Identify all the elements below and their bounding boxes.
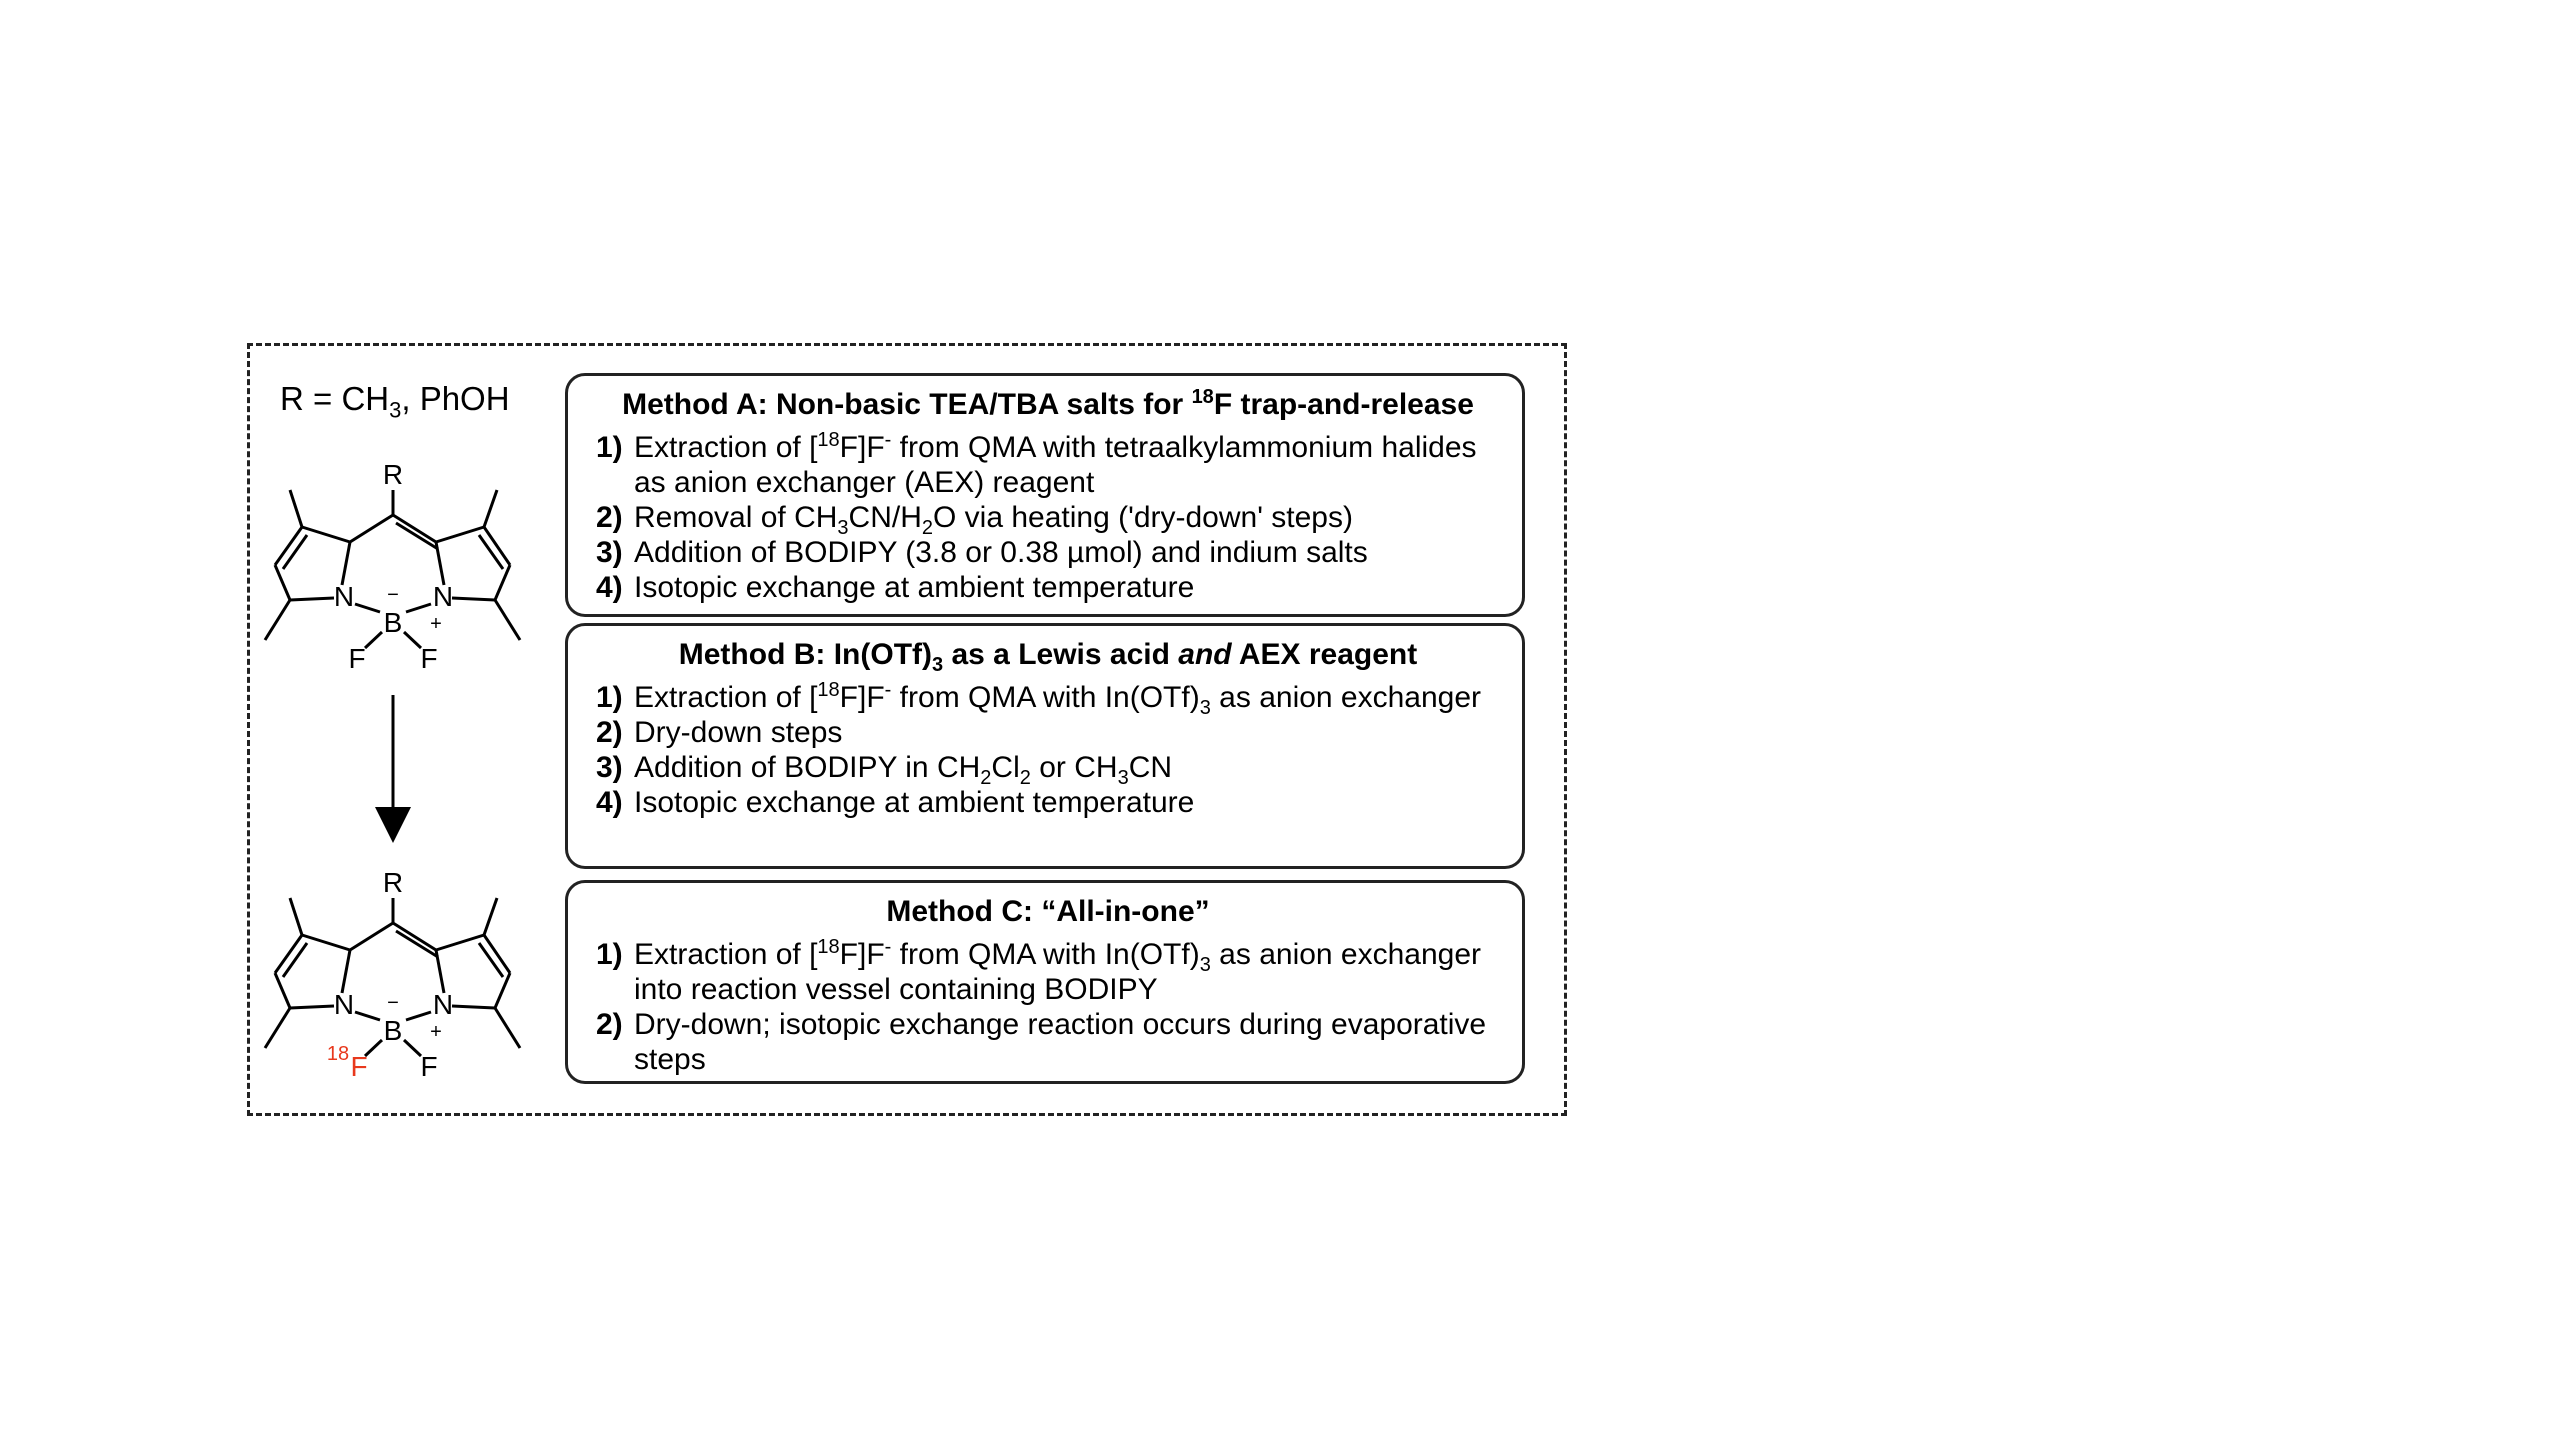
boron-label: B bbox=[383, 607, 403, 638]
method-a-step: 3) Addition of BODIPY (3.8 or 0.38 µmol) and indium salts bbox=[596, 536, 1368, 569]
method-a-step: 2) Removal of $CH_3CN/H_2O$ via heating ('dry-down' steps) bbox=[596, 501, 1353, 539]
fluorine-label: F bbox=[420, 643, 438, 674]
method-c-box bbox=[565, 880, 1525, 1084]
nitrogen-label: N bbox=[333, 989, 355, 1020]
method-b-step: 3) Addition of BODIPY in $CH_2Cl_2$ or $CH_3CN$ bbox=[596, 751, 1173, 789]
method-b-title: Method B: $In(OTf)_3$ as a Lewis acid and AEX reagent bbox=[678, 638, 1418, 676]
r-substituent-label: R bbox=[382, 459, 404, 490]
method-a-title: Method A: Non-basic TEA/TBA salts for $^{18}$F trap-and-release bbox=[622, 386, 1474, 421]
method-c-title: Method C: “All-in-one” bbox=[886, 895, 1210, 928]
nitrogen-label: N bbox=[432, 989, 454, 1020]
fluorine-label: F bbox=[420, 1051, 438, 1082]
r-substituent-label: R bbox=[382, 867, 404, 898]
plus-charge: + bbox=[430, 1021, 442, 1043]
plus-charge: + bbox=[430, 613, 442, 635]
method-c-step: 1) Extraction of [$^{18}$F]F- from QMA with $In(OTf)_3$ as anion exchanger into reaction vessel containing BODIPY bbox=[596, 936, 1482, 1006]
minus-charge: − bbox=[387, 992, 399, 1014]
method-a-step: 1) Extraction of [$^{18}$F]F- from QMA with tetraalkylammonium halides as anion exchanger (AEX) reagent bbox=[596, 429, 1477, 499]
method-c-step: 2) Dry-down; isotopic exchange reaction occurs during evaporative steps bbox=[596, 1008, 1487, 1076]
r-group-definition: $R = CH_3$, PhOH bbox=[280, 380, 510, 423]
boron-label: B bbox=[383, 1015, 403, 1046]
method-b-step: 4) Isotopic exchange at ambient temperature bbox=[596, 786, 1195, 819]
method-a-box bbox=[565, 373, 1525, 617]
radiofluorine-label: F bbox=[350, 1051, 368, 1082]
method-a-step: 4) Isotopic exchange at ambient temperature bbox=[596, 571, 1195, 604]
minus-charge: − bbox=[387, 584, 399, 606]
method-b-step: 2) Dry-down steps bbox=[596, 716, 843, 749]
nitrogen-label: N bbox=[432, 581, 454, 612]
fluorine-label: F bbox=[348, 643, 366, 674]
method-b-step: 1) Extraction of [$^{18}$F]F- from QMA with $In(OTf)_3$ as anion exchanger bbox=[596, 679, 1482, 719]
method-b-box bbox=[565, 623, 1525, 869]
nitrogen-label: N bbox=[333, 581, 355, 612]
isotope-mass-label: 18 bbox=[326, 1043, 350, 1065]
